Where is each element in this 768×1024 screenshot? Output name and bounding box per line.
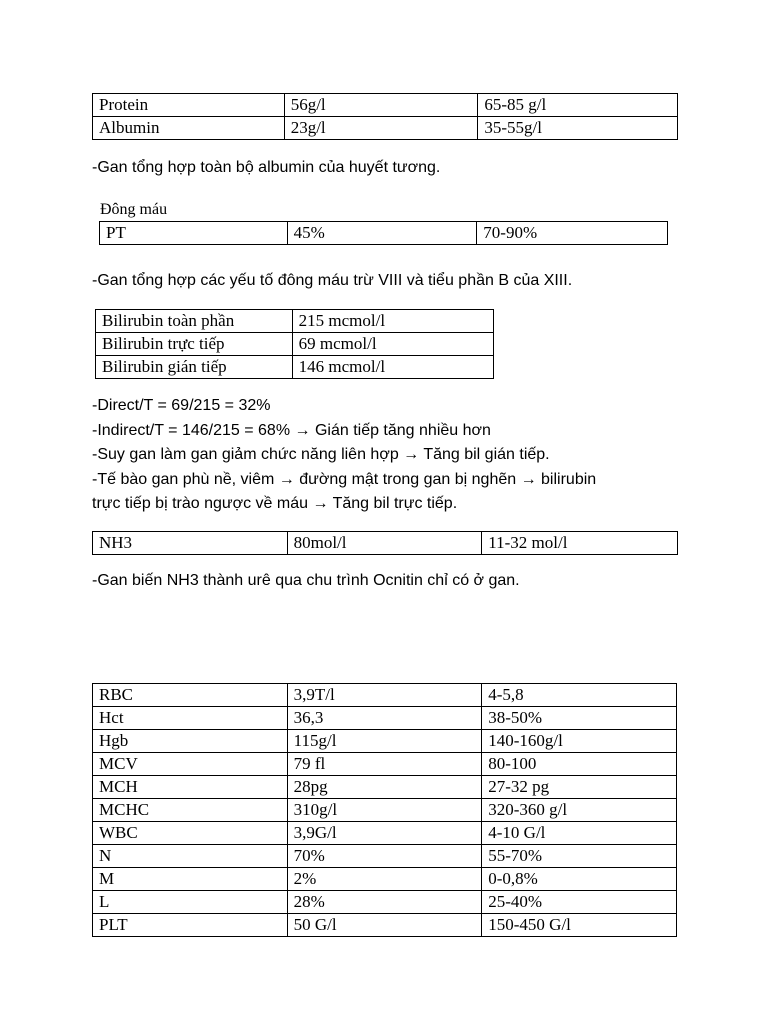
table-cell: Hgb xyxy=(93,730,288,753)
table-cell: 2% xyxy=(287,868,482,891)
table-cell: 115g/l xyxy=(287,730,482,753)
table-cell: 310g/l xyxy=(287,799,482,822)
table-cell: N xyxy=(93,845,288,868)
table-row xyxy=(93,914,677,937)
protein-table xyxy=(92,93,678,140)
bilirubin-table xyxy=(95,309,494,379)
text-line: trực tiếp bị trào ngược về máu → Tăng bil trực tiếp. xyxy=(92,495,458,512)
table-row xyxy=(93,822,677,845)
table-cell: 146 mcmol/l xyxy=(292,356,493,379)
table-row xyxy=(93,117,678,140)
table-cell: 28pg xyxy=(287,776,482,799)
table-cell: 23g/l xyxy=(284,117,478,140)
table-cell: M xyxy=(93,868,288,891)
table-cell: 28% xyxy=(287,891,482,914)
table-cell: 27-32 pg xyxy=(482,776,677,799)
table-cell: Bilirubin trực tiếp xyxy=(96,333,293,356)
table-row xyxy=(93,94,678,117)
table-row xyxy=(96,356,494,379)
table-cell: 3,9T/l xyxy=(287,684,482,707)
table-cell: WBC xyxy=(93,822,288,845)
table-row xyxy=(96,333,494,356)
table-cell: Bilirubin toàn phần xyxy=(96,310,293,333)
table-cell: MCH xyxy=(93,776,288,799)
table-cell: 38-50% xyxy=(482,707,677,730)
table-cell: 36,3 xyxy=(287,707,482,730)
table-cell: 0-0,8% xyxy=(482,868,677,891)
table-row xyxy=(93,799,677,822)
table-row xyxy=(96,310,494,333)
nh3-table xyxy=(92,531,678,555)
table-cell: 70% xyxy=(287,845,482,868)
table-cell: NH3 xyxy=(93,532,288,555)
table-cell: 65-85 g/l xyxy=(478,94,678,117)
table-cell: 55-70% xyxy=(482,845,677,868)
table-cell: 140-160g/l xyxy=(482,730,677,753)
table-cell: 25-40% xyxy=(482,891,677,914)
table-row xyxy=(93,776,677,799)
table-cell: Albumin xyxy=(93,117,285,140)
table-cell: 80-100 xyxy=(482,753,677,776)
text-line: -Suy gan làm gan giảm chức năng liên hợp → Tăng bil gián tiếp. xyxy=(92,446,550,463)
text-line: -Indirect/T = 146/215 = 68% → Gián tiếp tăng nhiều hơn xyxy=(92,421,491,439)
coagulation-table xyxy=(99,221,668,245)
table-cell: 69 mcmol/l xyxy=(292,333,493,356)
table-cell: 35-55g/l xyxy=(478,117,678,140)
table-cell: Protein xyxy=(93,94,285,117)
text-line: -Direct/T = 69/215 = 32% xyxy=(92,397,271,414)
table-cell: PLT xyxy=(93,914,288,937)
coagulation-caption: Đông máu xyxy=(100,201,168,218)
blood-count-table xyxy=(92,683,677,937)
text-line: -Tế bào gan phù nề, viêm → đường mật trong gan bị nghẽn → bilirubin xyxy=(92,470,597,488)
table-cell: 45% xyxy=(287,222,477,245)
table-row xyxy=(93,532,678,555)
table-cell: 50 G/l xyxy=(287,914,482,937)
table-row xyxy=(93,684,677,707)
table-cell: 3,9G/l xyxy=(287,822,482,845)
table-cell: 70-90% xyxy=(477,222,668,245)
table-cell: 150-450 G/l xyxy=(482,914,677,937)
paragraph-nh3: -Gan biến NH3 thành urê qua chu trình Ocnitin chỉ có ở gan. xyxy=(92,572,520,589)
table-cell: 215 mcmol/l xyxy=(292,310,493,333)
table-row xyxy=(93,868,677,891)
table-cell: 4-10 G/l xyxy=(482,822,677,845)
table-cell: 11-32 mol/l xyxy=(482,532,678,555)
table-row xyxy=(93,730,677,753)
table-cell: 56g/l xyxy=(284,94,478,117)
paragraph-bilirubin xyxy=(92,394,596,517)
table-cell: L xyxy=(93,891,288,914)
table-row xyxy=(93,753,677,776)
table-cell: MCV xyxy=(93,753,288,776)
table-cell: Hct xyxy=(93,707,288,730)
table-cell: 4-5,8 xyxy=(482,684,677,707)
table-cell: 80mol/l xyxy=(287,532,482,555)
table-cell: 320-360 g/l xyxy=(482,799,677,822)
paragraph-coagulation: -Gan tổng hợp các yếu tố đông máu trừ VIII và tiểu phần B của XIII. xyxy=(92,272,573,289)
table-cell: PT xyxy=(100,222,288,245)
table-row xyxy=(93,845,677,868)
paragraph-albumin: -Gan tổng hợp toàn bộ albumin của huyết tương. xyxy=(92,159,441,176)
table-cell: 79 fl xyxy=(287,753,482,776)
table-row xyxy=(93,707,677,730)
table-cell: RBC xyxy=(93,684,288,707)
table-row xyxy=(100,222,668,245)
table-row xyxy=(93,891,677,914)
table-cell: Bilirubin gián tiếp xyxy=(96,356,293,379)
table-cell: MCHC xyxy=(93,799,288,822)
